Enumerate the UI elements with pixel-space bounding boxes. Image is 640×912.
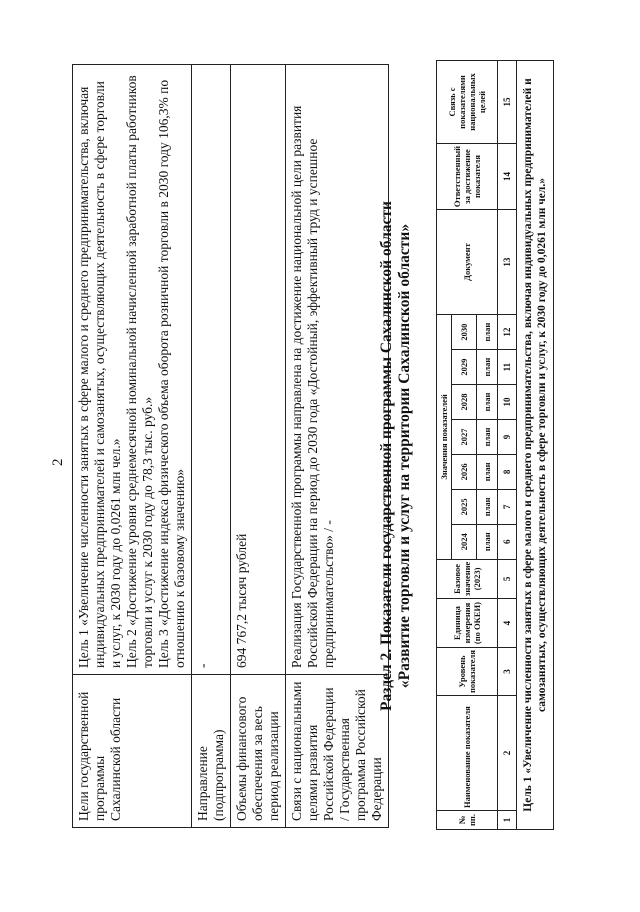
column-number: 7 bbox=[498, 489, 517, 524]
col-responsible-header: Ответственный за достижение показателя bbox=[437, 144, 498, 210]
goal-3-text: Цель 3 «Достижение индекса физического объема оборота розничной торговли в 2030 году 106,3% по отношению к базовому значению» bbox=[156, 79, 187, 668]
column-number: 8 bbox=[498, 454, 517, 489]
plan-label: план bbox=[477, 489, 498, 524]
plan-label: план bbox=[477, 385, 498, 420]
column-number: 13 bbox=[498, 210, 517, 315]
year-header: 2030 bbox=[452, 315, 477, 350]
values-group-header: Значения показателей bbox=[437, 315, 452, 560]
goal-1-row-text: Цель 1 «Увеличение численности занятых в сфере малого и среднего предпринимательства, включая индивидуальных предпринимателей и самозанятых, осуществляющих деятельность в сфере торговли и услуг, к 2030 году до 0,0261 млн чел.» bbox=[517, 61, 554, 830]
passport-row-direction bbox=[192, 65, 231, 828]
section-subtitle: «Развитие торговли и услуг на территории Сахалинской области» bbox=[396, 223, 413, 689]
goal-2-text: Цель 2 «Достижение уровня среднемесячной номинальной начисленной заработной платы работников торговли и услуг к 2030 году до 78,3 тыс. руб.» bbox=[124, 75, 155, 668]
col-num-header: № пп. bbox=[437, 811, 498, 830]
year-header: 2029 bbox=[452, 350, 477, 385]
page-number: 2 bbox=[50, 458, 66, 466]
col-level-header: Уровень показателя bbox=[437, 648, 498, 696]
column-number: 11 bbox=[498, 350, 517, 385]
year-header: 2026 bbox=[452, 454, 477, 489]
column-number: 1 bbox=[498, 811, 517, 830]
passport-label: Объемы финансового обеспечения за весь период реализации bbox=[231, 675, 286, 828]
column-number: 10 bbox=[498, 385, 517, 420]
passport-value bbox=[73, 65, 192, 675]
passport-label: Направление (подпрограмма) bbox=[192, 675, 231, 828]
passport-value: - bbox=[192, 65, 231, 675]
col-unit-header: Единица измерения (по ОКЕИ) bbox=[437, 599, 498, 648]
col-base-header: Базовое значение (2023) bbox=[437, 559, 498, 598]
column-numbers-row bbox=[498, 61, 517, 830]
year-header: 2028 bbox=[452, 385, 477, 420]
passport-row-goals bbox=[73, 65, 192, 828]
program-passport-table bbox=[72, 64, 389, 828]
col-document-header: Документ bbox=[437, 210, 498, 315]
column-number: 15 bbox=[498, 61, 517, 144]
header-row-1 bbox=[437, 61, 452, 830]
column-number: 3 bbox=[498, 648, 517, 696]
plan-label: план bbox=[477, 350, 498, 385]
section-title: Раздел 2. Показатели государственной программы Сахалинской области bbox=[378, 201, 395, 711]
indicators-table bbox=[436, 60, 554, 830]
column-number: 5 bbox=[498, 559, 517, 598]
column-number: 6 bbox=[498, 524, 517, 559]
passport-row-funding bbox=[231, 65, 286, 828]
column-number: 14 bbox=[498, 144, 517, 210]
year-header: 2024 bbox=[452, 524, 477, 559]
col-name-header: Наименование показателя bbox=[437, 696, 498, 811]
goal-1-text: Цель 1 «Увеличение численности занятых в сфере малого и среднего предпринимательства, включая индивидуальных предпринимателей и самозанятых, осуществляющих деятельность в сфере торговли и услуг, к 2030 году до 0,0261 млн чел.» bbox=[76, 81, 123, 668]
passport-label: Цели государственной программы Сахалинской области bbox=[73, 675, 192, 828]
plan-label: план bbox=[477, 454, 498, 489]
plan-label: план bbox=[477, 315, 498, 350]
plan-label: план bbox=[477, 419, 498, 454]
column-number: 2 bbox=[498, 696, 517, 811]
passport-value: 694 767,2 тысяч рублей bbox=[231, 65, 286, 675]
passport-label: Связи с национальными целями развития Российской Федерации / Государственная программа Российской Федерации bbox=[286, 675, 389, 828]
passport-row-national-goals bbox=[286, 65, 389, 828]
year-header: 2025 bbox=[452, 489, 477, 524]
goal-row bbox=[517, 61, 554, 830]
year-header: 2027 bbox=[452, 419, 477, 454]
column-number: 12 bbox=[498, 315, 517, 350]
plan-label: план bbox=[477, 524, 498, 559]
column-number: 4 bbox=[498, 599, 517, 648]
passport-value: Реализация Государственной программы направлена на достижение национальной цели развития Российской Федерации на период до 2030 года «Достойный, эффективный труд и успешное предпринимательство» / - bbox=[286, 65, 389, 675]
column-number: 9 bbox=[498, 419, 517, 454]
col-link-header: Связь с показателями национальных целей bbox=[437, 61, 498, 144]
